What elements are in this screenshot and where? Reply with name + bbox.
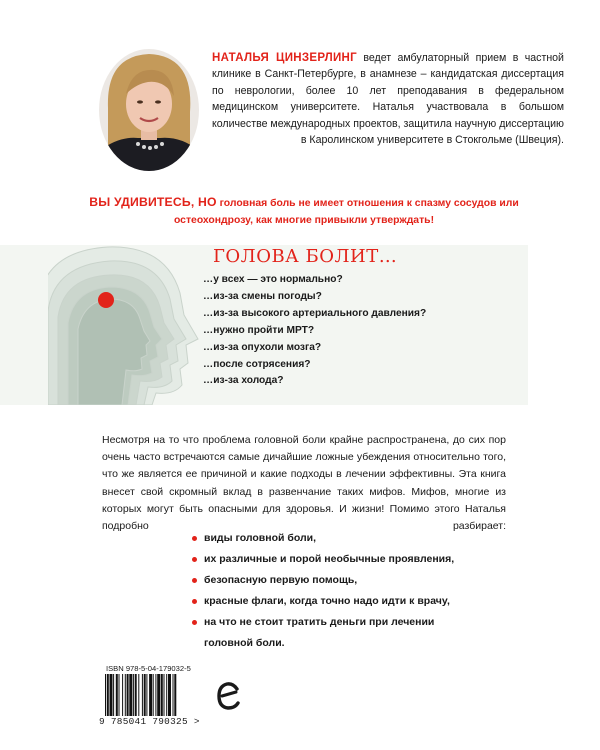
barcode-bar: [153, 674, 154, 716]
list-item: безопасную первую помощь,: [192, 570, 512, 591]
bullet-icon: [192, 599, 197, 604]
question-item: …после сотрясения?: [203, 358, 311, 370]
barcode-bar: [142, 674, 143, 716]
list-item: на что не стоит тратить деньги при лечении: [192, 612, 512, 633]
barcode-bar: [174, 674, 176, 716]
list-item-continuation: головной боли.: [204, 637, 285, 649]
list-item: их различные и порой необычные проявления,: [192, 549, 512, 570]
question-item: …из-за опухоли мозга?: [203, 341, 322, 353]
list-item: красные флаги, когда точно надо идти к врачу,: [192, 591, 512, 612]
barcode-number: 9 785041 790325 >: [99, 716, 200, 727]
barcode-bar: [155, 674, 156, 716]
question-item: …у всех — это нормально?: [203, 274, 343, 285]
barcode-bar: [146, 674, 147, 716]
callout-lead: ВЫ УДИВИТЕСЬ, НО: [89, 195, 217, 209]
callout-text: головная боль не имеет отношения к спазму сосудов или остеохондрозу, как многие привыкли утверждать!: [173, 198, 519, 226]
author-bio: [212, 50, 564, 148]
barcode: [104, 674, 200, 716]
barcode-bar: [161, 674, 163, 716]
barcode-bar: [166, 674, 167, 716]
barcode-bar: [168, 674, 171, 716]
bullet-icon: [192, 557, 197, 562]
head-profiles-illustration: [48, 245, 218, 405]
barcode-bar: [138, 674, 139, 716]
panel-title: ГОЛОВА БОЛИТ…: [213, 246, 398, 267]
isbn-label: ISBN 978-5-04-179032-5: [106, 664, 191, 673]
question-item: …из-за смены погоды?: [203, 290, 322, 302]
barcode-bar: [149, 674, 152, 716]
bullet-icon: [192, 578, 197, 583]
topic-list: [192, 528, 512, 654]
barcode-bar: [157, 674, 160, 716]
author-name: НАТАЛЬЯ ЦИНЗЕРЛИНГ: [212, 52, 357, 64]
barcode-bar: [133, 674, 134, 716]
bullet-icon: [192, 620, 197, 625]
question-item: …из-за высокого артериального давления?: [203, 307, 427, 319]
barcode-bar: [135, 674, 137, 716]
barcode-bar: [107, 674, 109, 716]
barcode-bar: [173, 674, 174, 716]
question-item: …из-за холода?: [203, 375, 284, 387]
barcode-bar: [116, 674, 118, 716]
barcode-bar: [113, 674, 114, 716]
barcode-bar: [127, 674, 129, 716]
barcode-bar: [129, 674, 132, 716]
question-item: …нужно пройти МРТ?: [203, 324, 315, 336]
publisher-logo: [216, 680, 242, 712]
list-item: виды головной боли,: [192, 528, 512, 549]
barcode-bar: [122, 674, 123, 716]
barcode-bar: [119, 674, 120, 716]
barcode-bar: [105, 674, 106, 716]
author-photo: [98, 48, 200, 172]
description-paragraph: Несмотря на то что проблема головной боли крайне распространена, до сих пор очень часто встречаются самые дичайшие ложные убеждения относительно того, что же является ее причиной и какие подходы в лечении эффективны. Эта книга внесет свой скромный вклад в развенчание таких мифов. Мифов, многие из которых могут быть опасными для здоровья. И жизни! Помимо этого Наталья подробно разбирает:: [102, 434, 506, 533]
question-list: [203, 272, 426, 390]
bullet-icon: [192, 536, 197, 541]
callout: [84, 194, 524, 229]
author-bio-text: ведет амбулаторный прием в частной клинике в Санкт-Петербурге, в анамнезе – кандидатская диссертация по неврологии, более 10 лет преподавания в федеральном медицинском университете. Наталья участвовала в большом количестве международных проектов, защитила научную диссертацию в Каролинском университете в Стокгольме (Швеция).: [212, 52, 564, 147]
barcode-bar: [144, 674, 146, 716]
barcode-bar: [110, 674, 113, 716]
barcode-bar: [164, 674, 165, 716]
barcode-bar: [125, 674, 126, 716]
pain-point-icon: [98, 292, 114, 308]
